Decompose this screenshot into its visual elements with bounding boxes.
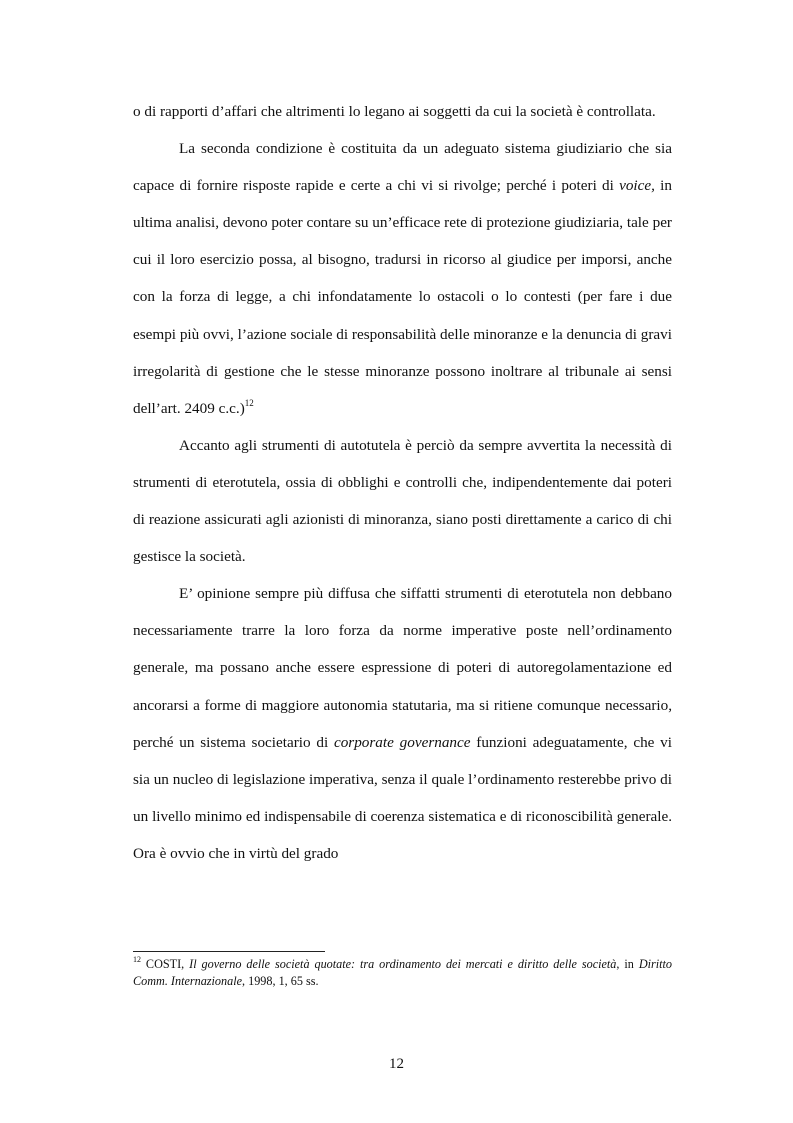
paragraph-4: E’ opinione sempre più diffusa che siffatti strumenti di eterotutela non debbano necessariamente trarre la loro forza da norme imperative poste nell’ordinamento generale, ma possano anche essere espressione di poteri di autoregolamentazione ed ancorarsi a forme di maggiore autonomia statutaria, ma si ritiene comunque necessario, perché un sistema societario di corporate governance funzioni adeguatamente, che vi sia un nucleo di legislazione imperativa, senza il quale l’ordinamento resterebbe privo di un livello minimo ed indispensabile di coerenza sistematica e di riconoscibilità generale. Ora è ovvio che in virtù del grado xyxy=(133,585,672,862)
footnote-journal: Diritto Comm. Internazionale xyxy=(133,957,672,988)
footnote-marker: 12 xyxy=(133,954,141,964)
footnote: $^{12}$ COSTI, Il governo delle società quotate: tra ordinamento dei mercati e diritto delle società, in Diritto Comm. Internazionale, 1998, 1, 65 ss. xyxy=(133,954,672,988)
paragraph-2: La seconda condizione è costituita da un adeguato sistema giudiziario che sia capace di fornire risposte rapide e certe a chi vi si rivolge; perché i poteri di voice, in ultima analisi, devono poter contare su un’efficace rete di protezione giudiziaria, tale per cui il loro esercizio possa, al bisogno, tradursi in ricorso al giudice per imporsi, anche con la forza di legge, a chi infondatamente lo ostacoli o lo contesti (per fare i due esempi più ovvi, l’azione sociale di responsabilità delle minoranze e la denuncia di gravi irregolarità di gestione che le stesse minoranze possono inoltrare al tribunale ai sensi dell’art. 2409 c.c.)$^{12}$ xyxy=(133,140,672,417)
page-number: 12 xyxy=(389,1056,404,1072)
footnote-separator xyxy=(133,951,325,952)
body-text xyxy=(133,93,672,872)
paragraph-3: Accanto agli strumenti di autotutela è perciò da sempre avvertita la necessità di strumenti di eterotutela, ossia di obblighi e controlli che, indipendentemente dai poteri di reazione assicurati agli azionisti di minoranza, siano posti direttamente a carico di chi gestisce la società. xyxy=(133,436,672,566)
paragraph-1: o di rapporti d’affari che altrimenti lo legano ai soggetti da cui la società è controllata. xyxy=(133,103,656,120)
footnote-title: Il governo delle società quotate: tra ordinamento dei mercati e diritto delle società xyxy=(189,957,617,971)
footnote-reference[interactable]: 12 xyxy=(244,397,254,408)
